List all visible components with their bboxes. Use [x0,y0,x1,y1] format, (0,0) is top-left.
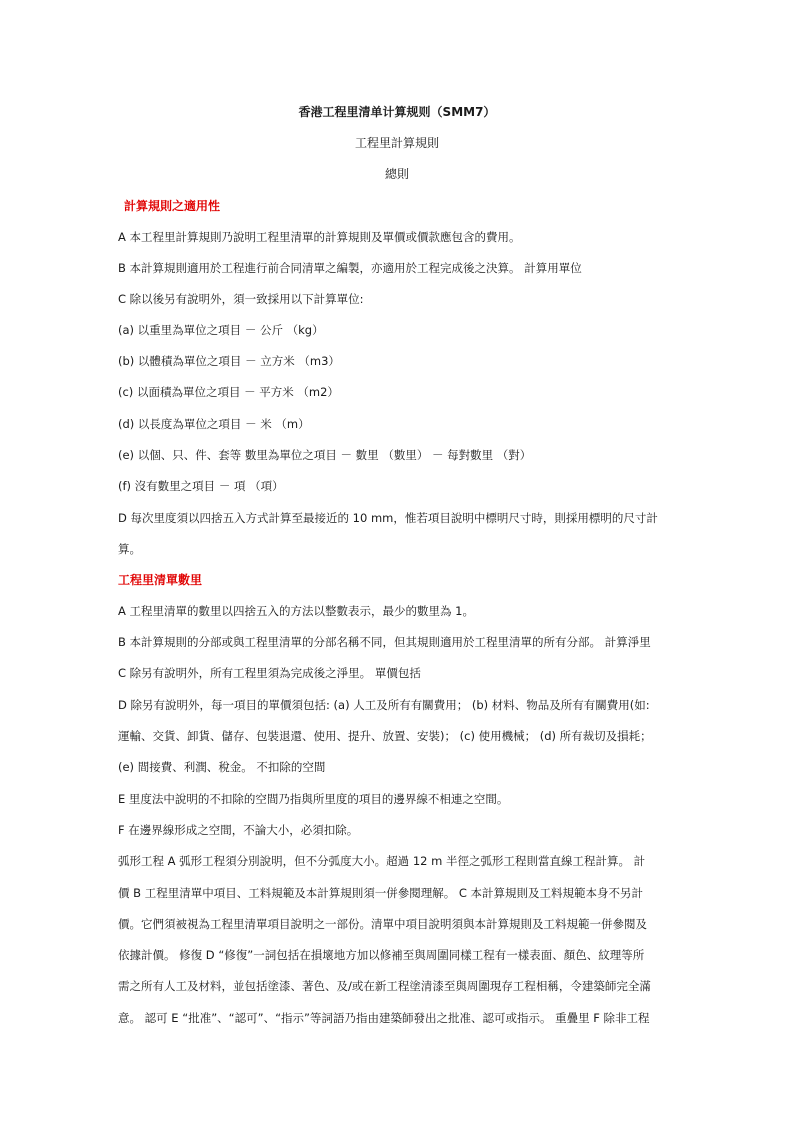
section-heading-applicability: 計算規則之適用性 [124,199,221,213]
list-item: (d) 以長度為單位之項目 － 米 （m） [118,417,310,431]
section-heading-quantities: 工程里清單數里 [118,573,203,587]
document-title: 香港工程里清单计算规则（SMM7） [298,105,496,119]
paragraph-line: 算。 [118,542,141,556]
paragraph-line: C 除以後另有說明外，須一致採用以下計算單位: [118,292,364,306]
paragraph-line: 運輸、交貨、卸貨、儲存、包裝退還、使用、提升、放置、安裝)； (c) 使用機械； (d) 所有裁切及損耗； [118,729,652,743]
paragraph-line: A 本工程里計算規則乃說明工程里清單的計算規則及單價或價款應包含的費用。 [118,230,521,244]
list-item: (a) 以重里為單位之項目 － 公斤 （kg） [118,323,324,337]
paragraph-line: D 每次里度須以四捨五入方式計算至最接近的 10 mm，惟若項目說明中標明尺寸時，則採用標明的尺寸計 [118,511,658,525]
paragraph-line: E 里度法中說明的不扣除的空間乃指與所里度的項目的邊界線不相連之空間。 [118,792,509,806]
paragraph-line: B 本計算規則的分部或與工程里清單的分部名稱不同，但其規則適用於工程里清單的所有分部。 計算淨里 [118,635,651,649]
list-item: (f) 沒有數里之項目 － 項 （項） [118,479,284,493]
paragraph-line: (e) 間接費、利潤、稅金。 不扣除的空間 [118,760,326,774]
paragraph-line: 價。它們須被視為工程里清單項目說明之一部份。清單中項目說明須與本計算規則及工料規範一併參閱及 [118,917,647,931]
list-item: (b) 以體積為單位之項目 － 立方米 （m3） [118,354,340,368]
paragraph-line: 意。 認可 E “批准”、“認可”、“指示”等詞語乃指由建築師發出之批准、認可或指示。 重疊里 F 除非工程 [118,1011,650,1025]
list-item: (c) 以面積為單位之項目 － 平方米 （m2） [118,385,339,399]
document-subtitle: 工程里計算規則 [354,136,439,150]
paragraph-line: D 除另有說明外，每一項目的單價須包括: (a) 人工及所有有關費用； (b) 材料、物品及所有有關費用(如: [118,698,650,712]
paragraph-line: 價 B 工程里清單中項目、工料規範及本計算規則須一併參閱理解。 C 本計算規則及工料規範本身不另計 [118,886,644,900]
paragraph-line: F 在邊界線形成之空間，不論大小，必須扣除。 [118,823,359,837]
paragraph-line: B 本計算規則適用於工程進行前合同清單之編製，亦適用於工程完成後之決算。 計算用單位 [118,261,582,275]
paragraph-line: 需之所有人工及材料，並包括塗漆、著色、及/或在新工程塗清漆至與周圍現存工程相稱，令建築師完全滿 [118,979,651,993]
paragraph-line: 依據計價。 修復 D “修復”一詞包括在損壞地方加以修補至與周圍同樣工程有一樣表面、顏色、紋理等所 [118,948,645,962]
list-item: (e) 以個、只、件、套等 數里為單位之項目 － 數里 （數里） － 每對數里 （對） [118,448,532,462]
section-general: 總則 [384,167,409,181]
paragraph-line: 弧形工程 A 弧形工程須分別說明，但不分弧度大小。超過 12 m 半徑之弧形工程則當直線工程計算。 計 [118,854,646,868]
paragraph-line: A 工程里清單的數里以四捨五入的方法以整數表示，最少的數里為 1。 [118,604,474,618]
paragraph-line: C 除另有說明外，所有工程里須為完成後之淨里。 單價包括 [118,666,421,680]
